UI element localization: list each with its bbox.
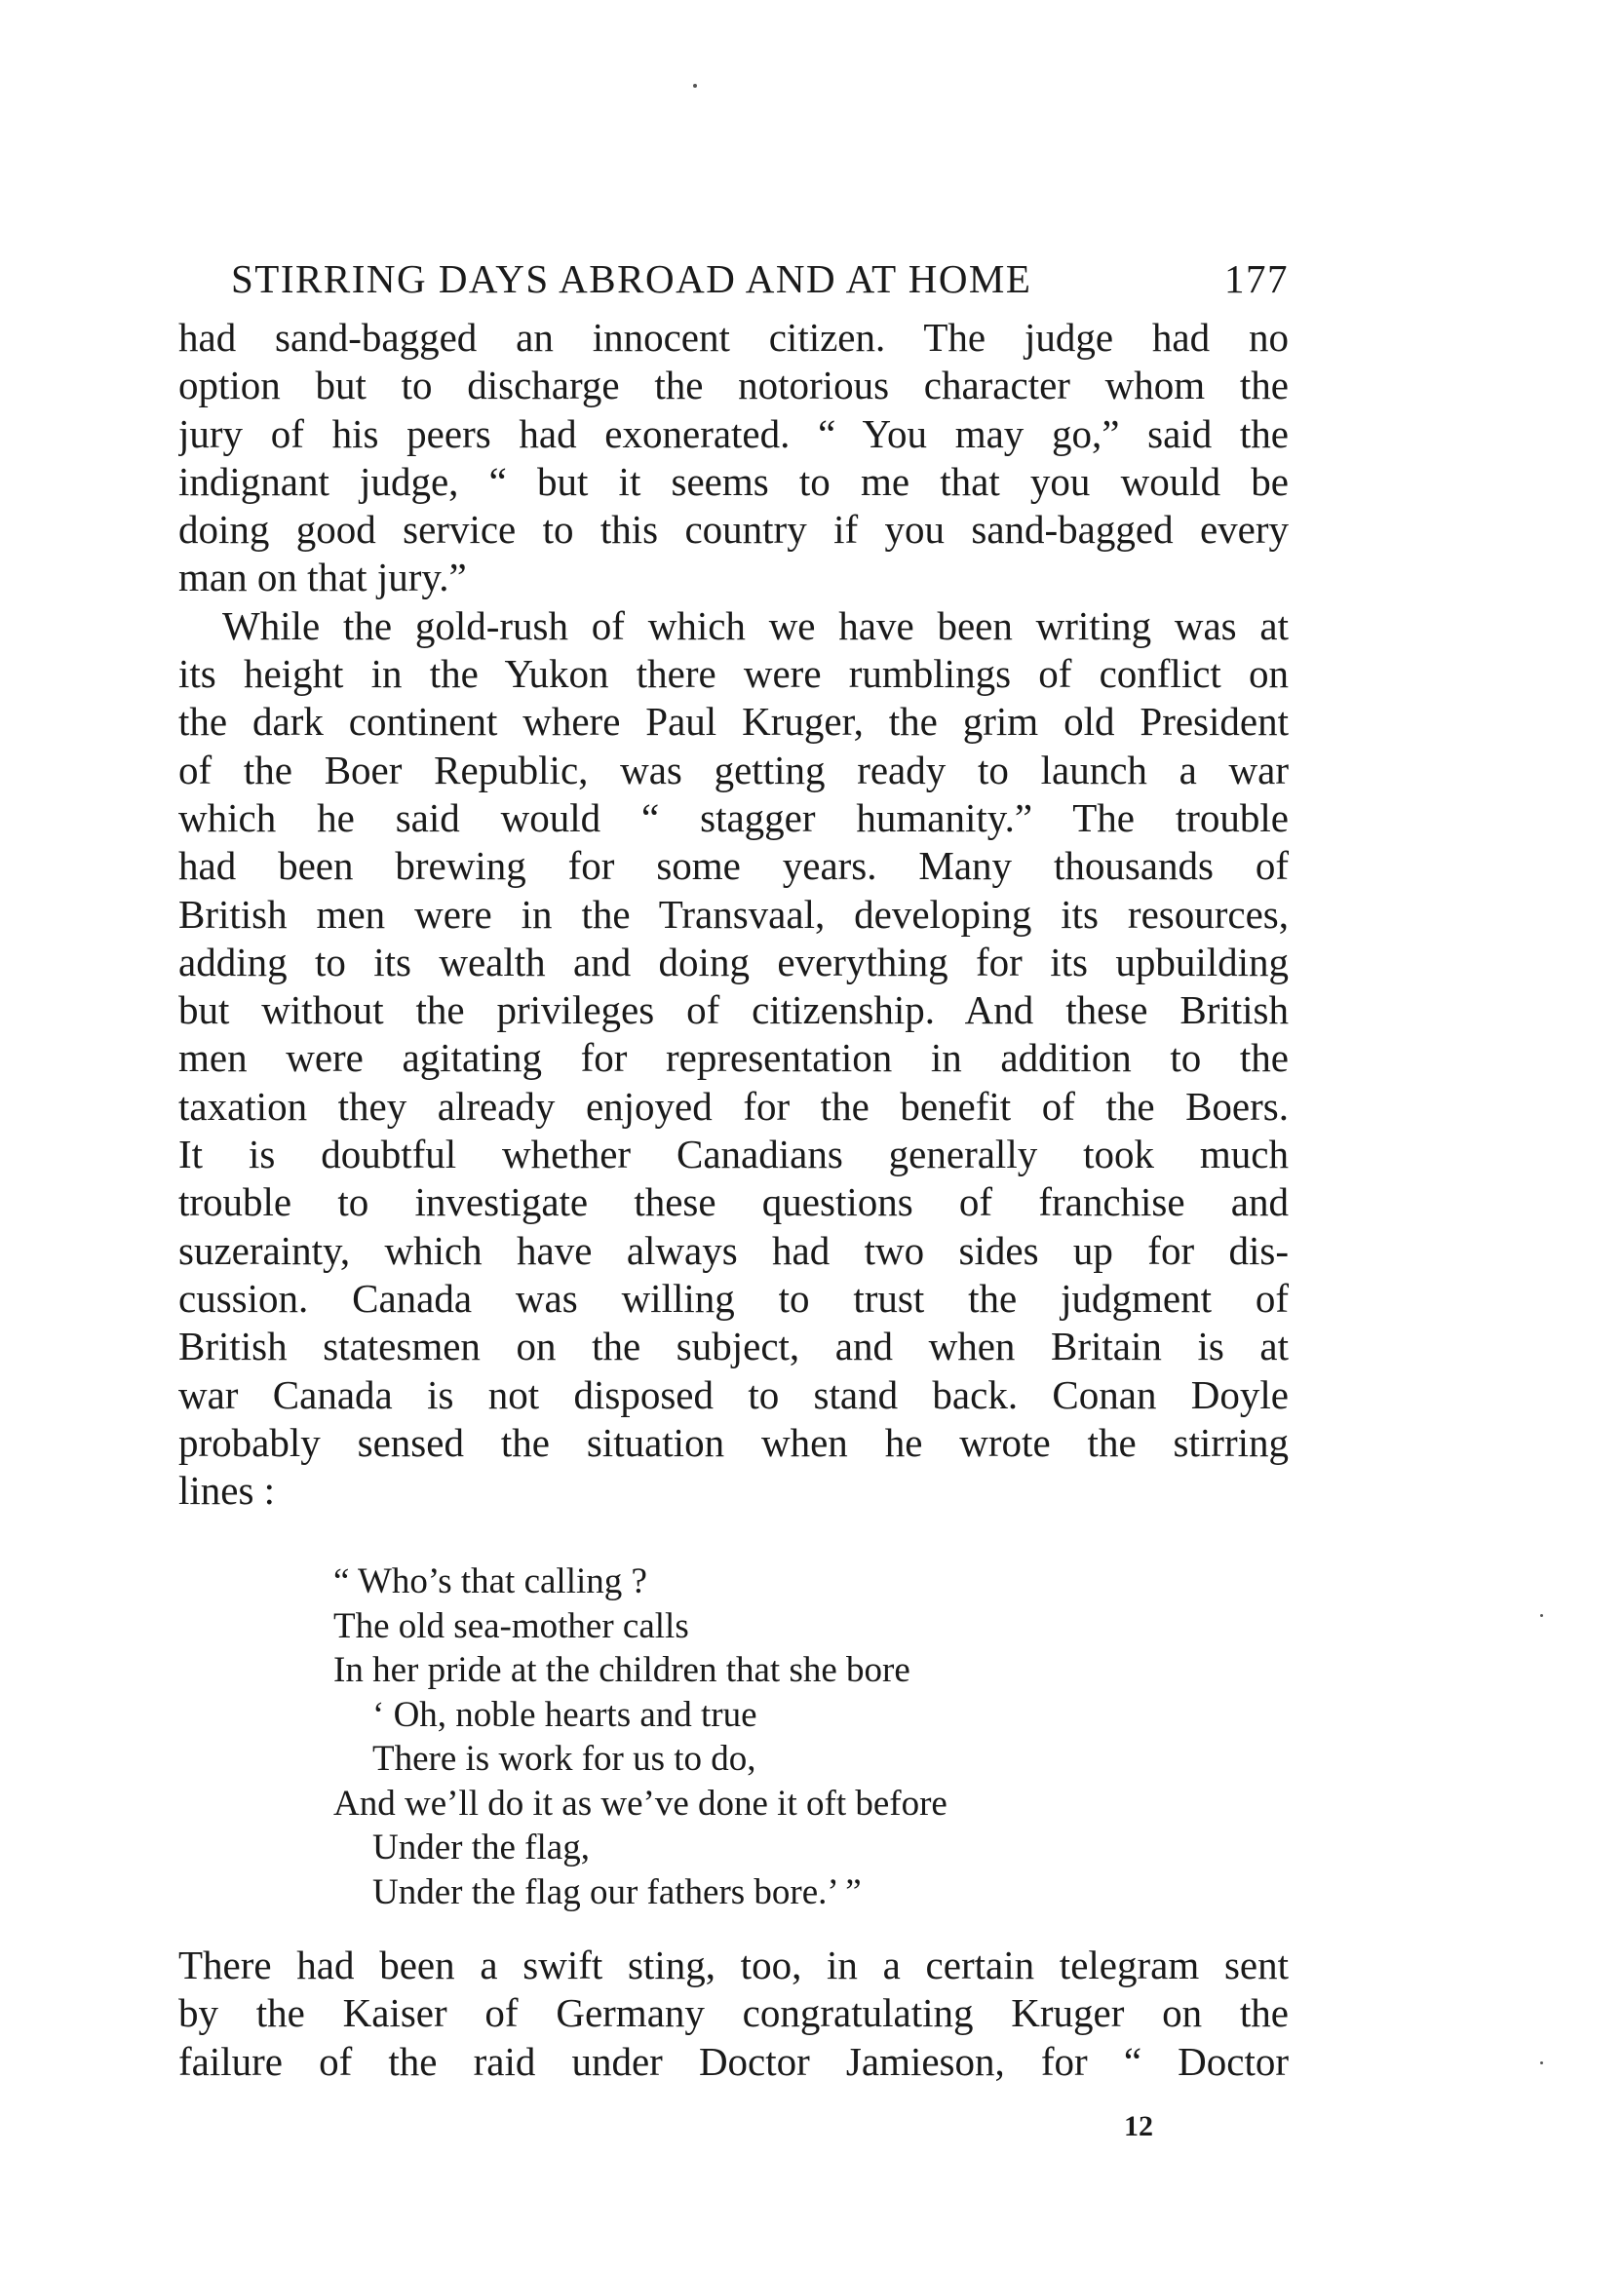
verse-quote [333,1559,1113,1914]
verse-line: In her pride at the children that she bore [333,1650,910,1690]
verse-line: ‘ Oh, noble hearts and true [372,1694,757,1735]
body-text [178,314,1289,1515]
text-line: British statesmen on the subject, and when Britain is at [178,1324,1289,1369]
text-line: suzerainty, which have always had two sides up for dis- [178,1227,1289,1273]
text-line: failure of the raid under Doctor Jamieson, for “ Doctor [178,2038,1289,2084]
text-line: indignant judge, “ but it seems to me that you would be [178,458,1289,504]
text-line: probably sensed the situation when he wrote the stirring [178,1419,1289,1465]
running-title: STIRRING DAYS ABROAD AND AT HOME [231,256,1032,301]
text-line: British men were in the Transvaal, developing its resources, [178,891,1289,937]
text-line: man on that jury.” [178,555,467,600]
text-line: adding to its wealth and doing everything for its upbuilding [178,939,1289,984]
text-line: by the Kaiser of Germany congratulating Kruger on the [178,1990,1289,2036]
text-line: trouble to investigate these questions of franchise and [178,1179,1289,1225]
text-line: the dark continent where Paul Kruger, the grim old President [178,699,1289,745]
signature-mark: 12 [1124,2110,1153,2142]
text-line: lines : [178,1468,276,1514]
text-line: doing good service to this country if you sand-bagged every [178,507,1289,553]
page-number: 177 [1224,256,1289,301]
text-line: war Canada is not disposed to stand back. Conan Doyle [178,1371,1289,1417]
verse-line: Under the flag our fathers bore.’ ” [372,1871,862,1912]
text-line: had sand-bagged an innocent citizen. The judge had no [178,315,1289,360]
text-line: cussion. Canada was willing to trust the judgment of [178,1275,1289,1321]
text-line: had been brewing for some years. Many thousands of [178,843,1289,889]
paper-speck [1540,1614,1543,1617]
text-line: its height in the Yukon there were rumblings of conflict on [178,651,1289,697]
paper-speck [693,84,697,88]
text-line: It is doubtful whether Canadians generally took much [178,1132,1289,1177]
text-line: men were agitating for representation in addition to the [178,1035,1289,1081]
body-text-continued [178,1942,1289,2086]
running-header [231,255,1289,314]
text-line: of the Boer Republic, was getting ready to launch a war [178,747,1289,792]
verse-line: There is work for us to do, [372,1739,756,1779]
verse-line: “ Who’s that calling ? [333,1561,647,1601]
verse-line: The old sea-mother calls [333,1605,689,1646]
text-line: but without the privileges of citizenship. And these British [178,987,1289,1033]
verse-line: And we’ll do it as we’ve done it oft before [333,1783,947,1824]
paper-speck [1540,2061,1543,2064]
text-line: jury of his peers had exonerated. “ You may go,” said the [178,410,1289,456]
text-line: While the gold-rush of which we have been writing was at [222,602,1289,648]
text-line: option but to discharge the notorious character whom the [178,363,1289,408]
text-line: There had been a swift sting, too, in a certain telegram sent [178,1943,1289,1987]
text-line: taxation they already enjoyed for the benefit of the Boers. [178,1083,1289,1129]
text-line: which he said would “ stagger humanity.” The trouble [178,794,1289,840]
verse-line: Under the flag, [372,1828,590,1867]
